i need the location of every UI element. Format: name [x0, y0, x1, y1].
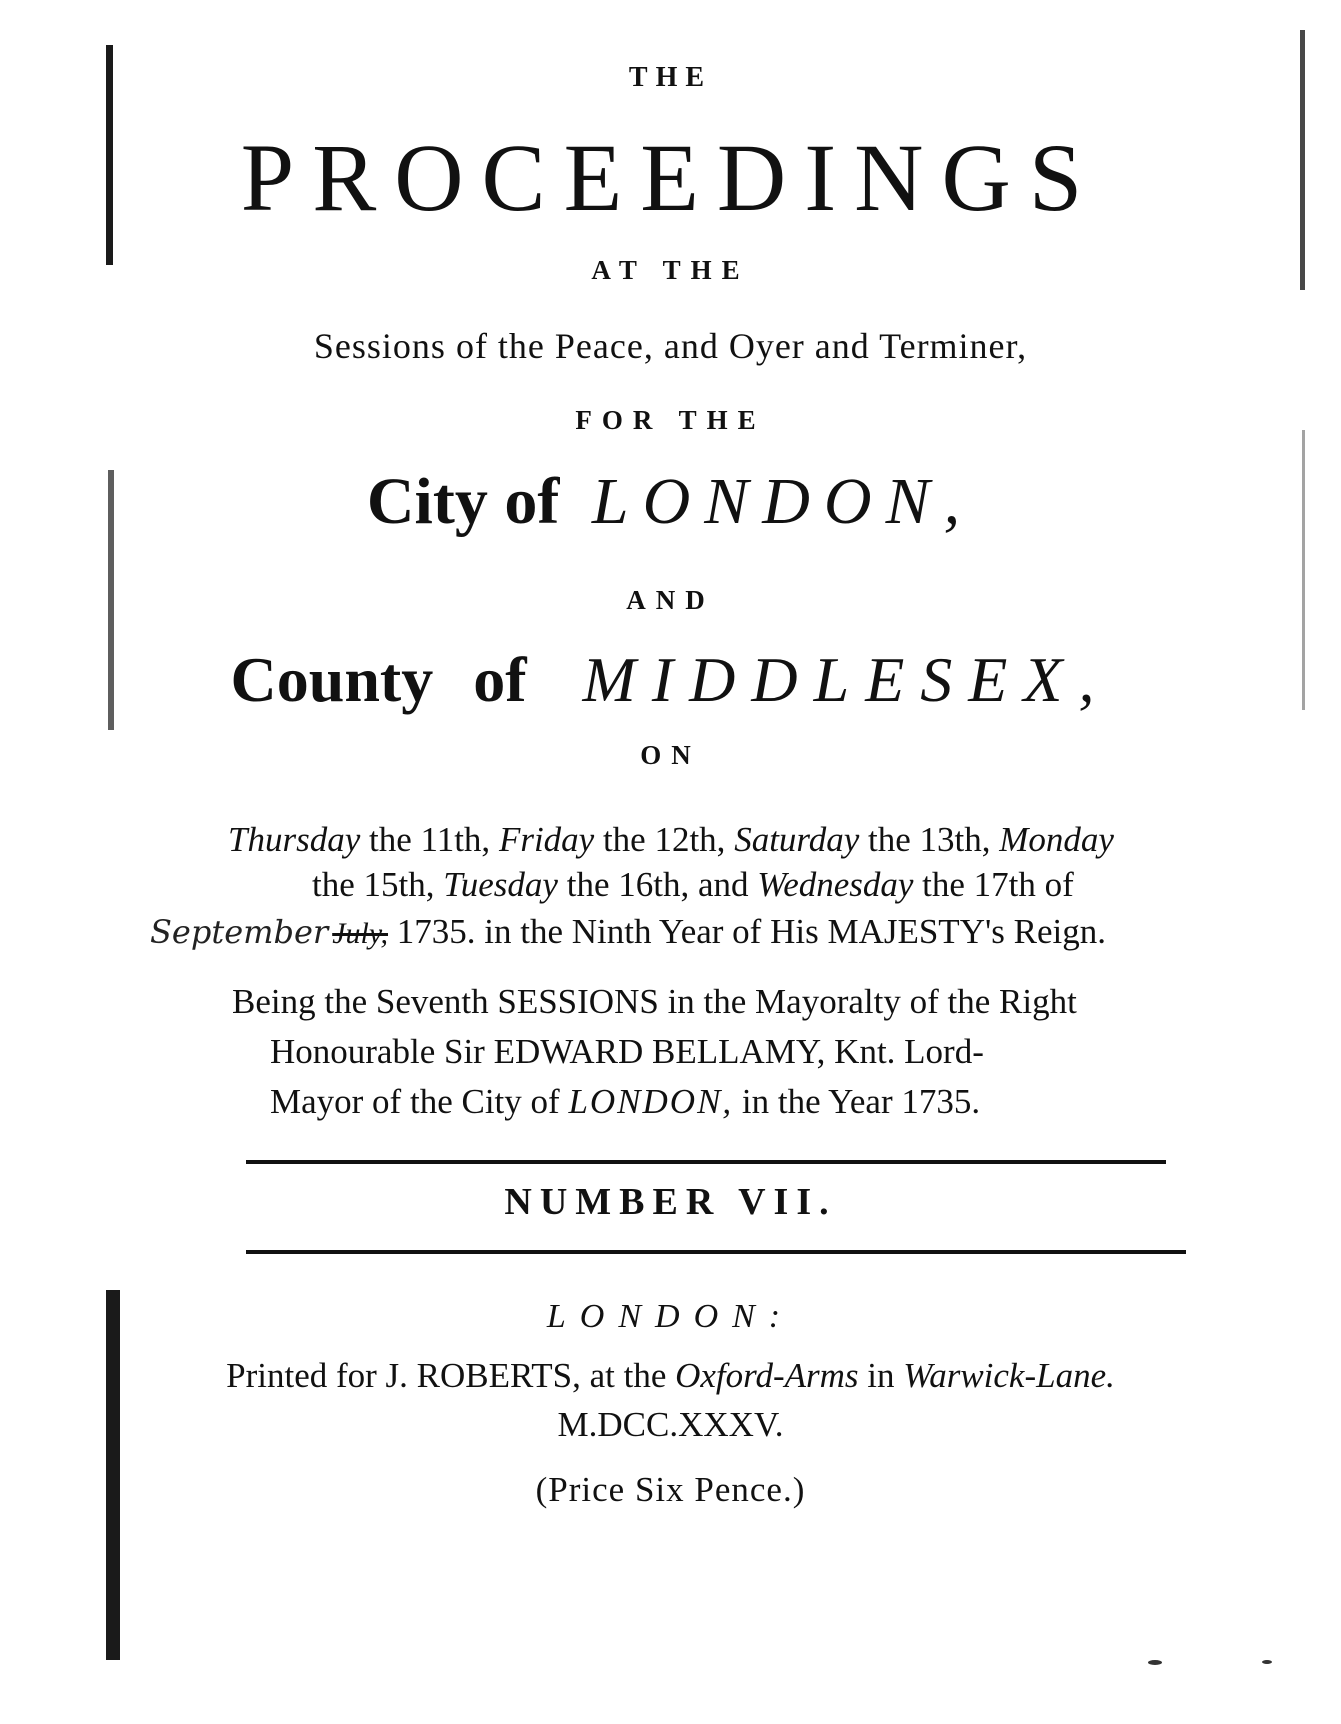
county-of-middlesex-line	[0, 640, 1341, 720]
heading-at-the: AT THE	[591, 255, 750, 285]
london-text: LONDON,	[591, 465, 975, 538]
number-heading: NUMBER VII.	[504, 1181, 837, 1223]
dates-text: the 17th of	[913, 865, 1074, 904]
rule-top	[246, 1160, 1166, 1164]
warwick-lane: Warwick-Lane.	[903, 1356, 1115, 1395]
sessions-line: Sessions of the Peace, and Oyer and Terminer,	[313, 326, 1028, 366]
day-thursday: Thursday	[228, 820, 361, 859]
day-saturday: Saturday	[734, 820, 860, 859]
struck-month: July,	[332, 917, 389, 950]
dates-text: the 12th,	[594, 820, 735, 859]
oxford-arms: Oxford-Arms	[675, 1356, 859, 1395]
year-roman: M.DCC.XXXV.	[557, 1405, 784, 1444]
handwritten-month: September	[150, 913, 329, 951]
dates-text: the 13th,	[859, 820, 1000, 859]
london-italic: LONDON,	[568, 1082, 734, 1121]
heading-proceedings: PROCEEDINGS	[240, 124, 1101, 231]
printed-text: in	[858, 1356, 904, 1395]
dates-text: the 11th,	[360, 820, 499, 859]
price-line: (Price Six Pence.)	[535, 1470, 806, 1509]
being-text: in the Year 1735.	[733, 1082, 981, 1121]
dates-text: the 15th,	[312, 865, 444, 904]
rule-bottom	[246, 1250, 1186, 1254]
heading-and: AND	[626, 585, 715, 615]
printed-text: Printed for J. ROBERTS, at the	[226, 1356, 676, 1395]
dates-line-2	[312, 865, 1232, 905]
scan-speck	[1148, 1660, 1162, 1665]
heading-on: ON	[640, 740, 701, 770]
dates-line-1	[228, 820, 1228, 860]
being-line-2: Honourable Sir EDWARD BELLAMY, Knt. Lord-	[270, 1032, 984, 1071]
being-line-3	[270, 1082, 1230, 1122]
heading-for-the: FOR THE	[575, 405, 766, 435]
heading-the: THE	[628, 62, 713, 93]
day-friday: Friday	[498, 820, 595, 859]
day-wednesday: Wednesday	[757, 865, 914, 904]
dates-text: the 16th, and	[557, 865, 758, 904]
printed-for-line	[0, 1356, 1341, 1396]
being-text: Mayor of the City of	[270, 1082, 569, 1121]
middlesex-text: MIDDLESEX,	[582, 644, 1111, 715]
scan-speck	[1262, 1660, 1272, 1664]
dates-text: 1735. in the Ninth Year of His MAJESTY's Reign.	[388, 912, 1106, 951]
county-of-text: County of	[230, 644, 527, 715]
dates-line-3	[150, 912, 1230, 952]
imprint-london: LONDON:	[546, 1298, 795, 1335]
day-tuesday: Tuesday	[443, 865, 558, 904]
city-of-text: City of	[366, 465, 560, 538]
city-of-london-line	[0, 462, 1341, 542]
day-monday: Monday	[999, 820, 1114, 859]
being-line-1: Being the Seventh SESSIONS in the Mayoralty of the Right	[232, 982, 1077, 1021]
